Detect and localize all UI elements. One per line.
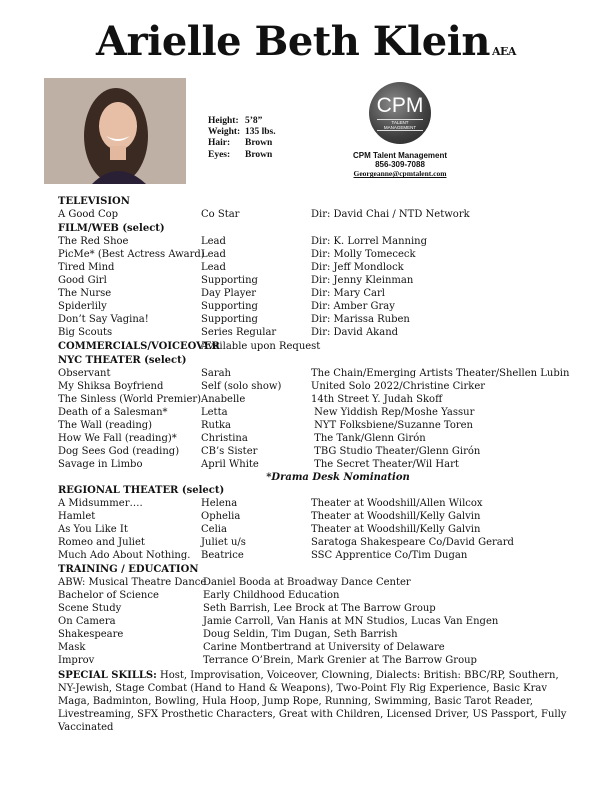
training-row <box>58 602 578 615</box>
credit-row <box>58 313 578 326</box>
stat-label: Height: <box>208 116 239 126</box>
stat-value: Brown <box>245 149 273 160</box>
training-subject: On Camera <box>58 616 116 627</box>
credit-title: My Shiksa Boyfriend <box>58 381 164 392</box>
credit-role: Ophelia <box>201 511 241 522</box>
credit-role: Day Player <box>201 288 257 299</box>
training-teacher: Doug Seldin, Tim Dugan, Seth Barrish <box>203 629 398 640</box>
training-teacher: Seth Barrish, Lee Brock at The Barrow Group <box>203 603 436 614</box>
credit-row <box>58 274 578 287</box>
physical-stats <box>208 116 276 161</box>
section-heading-regional-theater: REGIONAL THEATER (select) <box>58 485 225 496</box>
actor-name <box>0 18 612 65</box>
credit-director: Saratoga Shakespeare Co/David Gerard <box>311 537 514 548</box>
resume-body <box>58 195 578 734</box>
credit-role: Helena <box>201 498 238 509</box>
credit-role: Supporting <box>201 275 258 286</box>
credit-row <box>58 261 578 274</box>
credit-role: Anabelle <box>201 394 246 405</box>
credit-title: Tired Mind <box>58 262 115 273</box>
training-subject: ABW: Musical Theatre Dance <box>58 577 207 588</box>
training-row <box>58 641 578 654</box>
credit-title: Hamlet <box>58 511 96 522</box>
credit-role: Rutka <box>201 420 232 431</box>
section-heading-training: TRAINING / EDUCATION <box>58 564 199 575</box>
credit-row <box>58 458 578 471</box>
credit-row <box>58 208 578 221</box>
training-teacher: Terrance O’Brein, Mark Grenier at The Barrow Group <box>203 655 477 666</box>
credit-role: Supporting <box>201 301 258 312</box>
training-teacher: Early Childhood Education <box>203 590 340 601</box>
credit-director: TBG Studio Theater/Glenn Girón <box>311 446 481 457</box>
drama-desk-note: *Drama Desk Nomination <box>266 472 410 483</box>
credit-title: The Red Shoe <box>58 236 129 247</box>
credit-director: Dir: David Chai / NTD Network <box>311 209 470 220</box>
credit-role: Letta <box>201 407 228 418</box>
skills-text: Host, Improvisation, Voiceover, Clowning, Dialects: British: BBC/RP, Southern, NY-Jewish, Stage Combat (Hand to Hand & Weapons), Two-Point Fly Rig Experience, Basic Krav Maga, Badminton, Bowling, Hula Hoop, Jump Rope, Running, Swimming, Basic Tarot Reader, Livestreaming, SFX Prosthetic Characters, Great with Children, Licensed Driver, US Passport, Fully Vaccinated <box>58 670 567 733</box>
logo-text: CPM <box>376 94 424 117</box>
commercials-value: Available upon Request <box>201 341 321 352</box>
training-subject: Mask <box>58 642 86 653</box>
credit-row <box>58 235 578 248</box>
credit-director: The Secret Theater/Wil Hart <box>311 459 459 470</box>
credit-title: The Sinless (World Premier) <box>58 394 202 405</box>
section-heading-film: FILM/WEB (select) <box>58 223 165 234</box>
credit-role: April White <box>201 459 259 470</box>
stat-row <box>208 116 276 127</box>
credit-row <box>58 445 578 458</box>
training-row <box>58 628 578 641</box>
training-subject: Bachelor of Science <box>58 590 159 601</box>
credit-director: Dir: Amber Gray <box>311 301 395 312</box>
headshot-photo <box>44 78 186 184</box>
credit-director: Dir: David Akand <box>311 327 399 338</box>
stat-row <box>208 127 276 138</box>
credit-title: The Nurse <box>58 288 112 299</box>
credit-title: PicMe* (Best Actress Award) <box>58 249 205 260</box>
credit-role: Sarah <box>201 368 231 379</box>
section-heading-television: TELEVISION <box>58 196 130 207</box>
credit-row <box>58 300 578 313</box>
credit-director: Theater at Woodshill/Allen Wilcox <box>311 498 483 509</box>
agency-phone: 856-309-7088 <box>375 160 425 170</box>
credit-director: Theater at Woodshill/Kelly Galvin <box>311 524 481 535</box>
training-teacher: Daniel Booda at Broadway Dance Center <box>203 577 411 588</box>
credit-director: Dir: Jenny Kleinman <box>311 275 414 286</box>
credit-row <box>58 549 578 562</box>
credit-director: Dir: Molly Tomececk <box>311 249 416 260</box>
credit-director: United Solo 2022/Christine Cirker <box>311 381 486 392</box>
credit-title: Romeo and Juliet <box>58 537 145 548</box>
credit-director: The Tank/Glenn Girón <box>311 433 426 444</box>
section-heading-nyc-theater: NYC THEATER (select) <box>58 355 187 366</box>
logo-subtext: TALENT MANAGEMENT <box>377 119 423 131</box>
credit-row <box>58 523 578 536</box>
credit-title: Big Scouts <box>58 327 113 338</box>
actor-name-text: Arielle Beth Klein <box>96 18 490 65</box>
training-row <box>58 589 578 602</box>
stat-row <box>208 150 276 161</box>
credit-row <box>58 367 578 380</box>
credit-title: Good Girl <box>58 275 107 286</box>
credit-role: Self (solo show) <box>201 381 282 392</box>
credit-role: CB’s Sister <box>201 446 258 457</box>
credit-role: Beatrice <box>201 550 244 561</box>
credit-row <box>58 406 578 419</box>
credit-title: Savage in Limbo <box>58 459 143 470</box>
training-teacher: Carine Montbertrand at University of Delaware <box>203 642 445 653</box>
credit-row <box>58 326 578 339</box>
credit-director: SSC Apprentice Co/Tim Dugan <box>311 550 468 561</box>
credit-title: Don’t Say Vagina! <box>58 314 149 325</box>
credit-title: Dog Sees God (reading) <box>58 446 180 457</box>
credit-title: As You Like It <box>58 524 128 535</box>
credit-director: Dir: Jeff Mondlock <box>311 262 404 273</box>
credit-row <box>58 287 578 300</box>
credit-title: Observant <box>58 368 111 379</box>
credit-row <box>58 432 578 445</box>
credit-title: A Midsummer…. <box>58 498 143 509</box>
training-teacher: Jamie Carroll, Van Hanis at MN Studios, Lucas Van Engen <box>203 616 499 627</box>
stat-label: Weight: <box>208 127 241 138</box>
agency-email[interactable]: Georgeanne@cpmtalent.com <box>353 169 447 179</box>
credit-director: NYT Folksbiene/Suzanne Toren <box>311 420 473 431</box>
stat-label: Eyes: <box>208 149 231 160</box>
credit-role: Supporting <box>201 314 258 325</box>
headshot-icon <box>44 78 186 184</box>
credit-role: Co Star <box>201 209 240 220</box>
stat-row <box>208 138 276 149</box>
credit-director: Dir: K. Lorrel Manning <box>311 236 428 247</box>
credit-row <box>58 536 578 549</box>
credit-row <box>58 497 578 510</box>
credit-title: The Wall (reading) <box>58 420 153 431</box>
stat-value: 5’8” <box>245 116 263 126</box>
union-label: AEA <box>491 45 516 58</box>
stat-label: Hair: <box>208 138 231 149</box>
stat-value: Brown <box>245 138 273 149</box>
training-row <box>58 654 578 667</box>
agency-logo <box>369 82 431 144</box>
credit-director: Dir: Marissa Ruben <box>311 314 410 325</box>
section-heading-commercials: COMMERCIALS/VOICEOVER <box>58 341 220 352</box>
credit-role: Series Regular <box>201 327 277 338</box>
credit-director: The Chain/Emerging Artists Theater/Shellen Lubin <box>311 368 570 379</box>
credit-title: A Good Cop <box>58 209 119 220</box>
section-heading-skills: SPECIAL SKILLS: <box>58 670 157 681</box>
commercials-row <box>58 340 578 353</box>
stat-value: 135 lbs. <box>245 127 276 138</box>
credit-title: Much Ado About Nothing. <box>58 550 191 561</box>
credit-title: How We Fall (reading)* <box>58 433 177 444</box>
training-subject: Shakespeare <box>58 629 124 640</box>
credit-role: Juliet u/s <box>201 537 246 548</box>
credit-role: Lead <box>201 236 226 247</box>
credit-director: Theater at Woodshill/Kelly Galvin <box>311 511 481 522</box>
credit-director: 14th Street Y. Judah Skoff <box>311 394 443 405</box>
training-subject: Improv <box>58 655 95 666</box>
credit-director: Dir: Mary Carl <box>311 288 385 299</box>
training-row <box>58 576 578 589</box>
credit-row <box>58 248 578 261</box>
credit-row <box>58 419 578 432</box>
training-row <box>58 615 578 628</box>
training-subject: Scene Study <box>58 603 122 614</box>
credit-role: Christina <box>201 433 248 444</box>
credit-role: Lead <box>201 249 226 260</box>
credit-title: Death of a Salesman* <box>58 407 168 418</box>
special-skills <box>58 669 578 734</box>
credit-role: Celia <box>201 524 227 535</box>
credit-row <box>58 380 578 393</box>
agency-name: CPM Talent Management <box>352 151 448 160</box>
credit-role: Lead <box>201 262 226 273</box>
credit-row <box>58 510 578 523</box>
agency-contact <box>340 151 460 179</box>
credit-title: Spiderlily <box>58 301 107 312</box>
credit-row <box>58 393 578 406</box>
credit-director: New Yiddish Rep/Moshe Yassur <box>311 407 475 418</box>
